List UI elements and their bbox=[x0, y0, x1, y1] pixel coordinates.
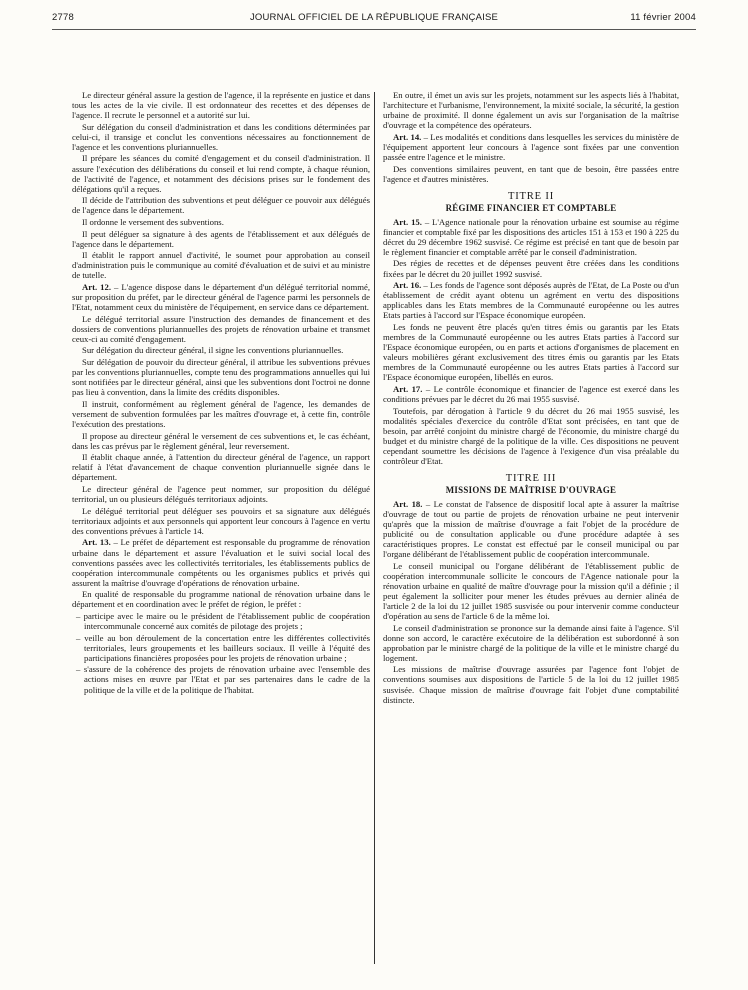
paragraph: Il instruit, conformément au règlement général de l'agence, les demandes de versement de subvention formulées par les maîtres d'ouvrage et, à cette fin, contrôle l'exécution des prestations. bbox=[72, 398, 370, 429]
article-label: Art. 12. bbox=[82, 282, 112, 292]
article-13: Art. 13. – Le préfet de département est responsable du programme de rénovation urbaine dans le département et assure l'évaluation et le suivi social local des conventions passées avec les collectivités territoriales, les établissements publics de coopération intercommunale compétents ou les organismes publics et privés qui assurent la maîtrise d'ouvrage d'opérations de rénovation urbaine. bbox=[72, 537, 371, 588]
list-item: – s'assure de la cohérence des projets de rénovation urbaine avec l'ensemble des actions mises en œuvre par l'Etat et par ses partenaires dans le cadre de la politique de la ville et de la politique de l'habitat. bbox=[76, 664, 370, 695]
paragraph: En outre, il émet un avis sur les projets, notamment sur les aspects liés à l'habitat, l'architecture et l'urbanisme, l'environnement, la mixité sociale, la sécurité, la gestion urbaine de proximité. Il donne également un avis sur l'organisation de la maîtrise d'ouvrage et la compétence des opérateurs. bbox=[383, 90, 679, 131]
paragraph: Il peut déléguer sa signature à des agents de l'établissement et aux délégués de l'agence dans le département. bbox=[72, 228, 370, 249]
article-label: Art. 18. bbox=[393, 498, 423, 509]
title-subheading: RÉGIME FINANCIER ET COMPTABLE bbox=[445, 202, 617, 213]
page-number: 2778 bbox=[52, 12, 74, 23]
article-15: Art. 15. – L'Agence nationale pour la rénovation urbaine est soumise au régime financier et comptable fixé par les dispositions des articles 151 à 153 et 190 à 225 du décret du 29 décembre 1962 susvisé. Ce régime est précisé en tant que de besoin par le règlement financier et comptable arrêté par le conseil d'administration. bbox=[383, 216, 679, 257]
paragraph: Le délégué territorial peut déléguer ses pouvoirs et sa signature aux délégués territoriaux adjoints et aux personnels qui apportent leur concours à l'agence en vertu des conventions prévues à l'article 14. bbox=[72, 505, 370, 536]
article-label: Art. 13. bbox=[82, 537, 111, 548]
paragraph: Les fonds ne peuvent être placés qu'en titres émis ou garantis par les Etats membres de la Communauté européenne ou les autres Etats parties à l'accord sur l'Espace économique européen, ou en parts et actions d'organismes de placement en valeurs mobilières gérant exclusivement des titres émis ou garantis par les Etats membres de la Communauté européenne ou les autres Etats parties à l'accord sur l'Espace économique européen, libellés en euros. bbox=[383, 321, 679, 383]
paragraph: Sur délégation du directeur général, il signe les conventions pluriannuelles. bbox=[82, 345, 344, 356]
paragraph: Le conseil municipal ou l'organe délibérant de l'établissement public de coopération intercommunale sollicite le concours de l'Agence nationale pour la rénovation urbaine en qualité de maître d'ouvrage pour la mission qu'il a définie ; il peut également la solliciter pour mener les études prévues au dernier alinéa de l'article 2 de la loi du 12 juillet 1985 susvisée ou pour intervenir comme conducteur d'opération au sens de l'article 6 de la même loi. bbox=[383, 560, 679, 621]
paragraph: Le directeur général assure la gestion de l'agence, il la représente en justice et dans tous les actes de la vie civile. Il est ordonnateur des recettes et des dépenses de l'agence. Il recrute le personnel et a autorité sur lui. bbox=[72, 90, 370, 121]
paragraph: Il établit le rapport annuel d'activité, le soumet pour approbation au conseil d'administration puis le communique au comité d'évaluation et de suivi et au ministre de tutelle. bbox=[72, 250, 370, 281]
article-label: Art. 15. bbox=[393, 216, 422, 227]
article-text: Le préfet de département est responsable du programme de rénovation urbaine dans le département et assure l'évaluation et le suivi social local des conventions passées avec les collectivités territoriales, les établissements publics de coopération intercommunale compétents ou les organismes publics et privés qui assurent la maîtrise d'ouvrage d'opérations de rénovation urbaine. bbox=[72, 537, 371, 588]
article-14: Art. 14. – Les modalités et conditions dans lesquelles les services du ministère de l'équipement apportent leur concours à l'agence sont fixées par une convention passée entre l'agence et le ministre. bbox=[383, 131, 679, 162]
article-17: Art. 17. – Le contrôle économique et financier de l'agence est exercé dans les conditions prévues par le décret du 26 mai 1955 susvisé. bbox=[383, 383, 679, 404]
article-label: Art. 14. bbox=[393, 131, 422, 142]
header-rule bbox=[52, 29, 696, 30]
left-column bbox=[72, 90, 370, 696]
column-divider bbox=[374, 92, 375, 964]
paragraph: Les missions de maîtrise d'ouvrage assurées par l'agence font l'objet de conventions soumises aux dispositions de l'article 5 de la loi du 12 juillet 1985 susvisée. Chaque mission de maîtrise d'ouvrage fait l'objet d'une comptabilité distincte. bbox=[383, 664, 679, 705]
paragraph: En qualité de responsable du programme national de rénovation urbaine dans le département et en coordination avec le préfet de région, le préfet : bbox=[72, 589, 370, 610]
article-text: Le constat de l'absence de dispositif local apte à assurer la maîtrise d'ouvrage de tout ou partie de projets de rénovation urbaine ne peut intervenir qu'après que la mission de maîtrise d'ouvrage a fait l'objet de la procédure de publicité ou de consultation applicable ou d'une procédure adaptée à ses caractéristiques propres. Le constat est effectué par le conseil municipal ou par l'organe délibérant de l'établissement public de coopération intercommunale. bbox=[383, 498, 679, 560]
list-item: – participe avec le maire ou le président de l'établissement public de coopération intercommunale concerné aux comités de pilotage des projets ; bbox=[76, 610, 370, 632]
article-text: Les fonds de l'agence sont déposés auprès de l'Etat, de La Poste ou d'un établissement de crédit ayant obtenu un agrément en vertu des dispositions applicables dans les Etats membres de la Communauté européenne ou les autres Etats parties à l'accord sur l'Espace économique européen. bbox=[383, 280, 679, 321]
journal-title: JOURNAL OFFICIEL DE LA RÉPUBLIQUE FRANÇAISE bbox=[249, 12, 499, 23]
title-heading: TITRE III bbox=[505, 472, 557, 484]
paragraph: Des conventions similaires peuvent, en tant que de besoin, être passées entre l'agence et d'autres ministères. bbox=[383, 163, 679, 184]
paragraph: Il établit chaque année, à l'attention du directeur général de l'agence, un rapport relatif à l'état d'avancement de chaque convention pluriannuelle signée dans le département. bbox=[72, 452, 370, 483]
title-subheading: MISSIONS DE MAÎTRISE D'OUVRAGE bbox=[445, 484, 617, 495]
page-header bbox=[52, 12, 696, 30]
article-12: Art. 12. – L'agence dispose dans le département d'un délégué territorial nommé, sur proposition du préfet, par le directeur général de l'agence parmi les personnels de l'Etat, notamment ceux du ministère de l'équipement, en service dans ce département. bbox=[72, 282, 371, 313]
article-text: L'Agence nationale pour la rénovation urbaine est soumise au régime financier et comptable fixé par les dispositions des articles 151 à 153 et 190 à 225 du décret du 29 décembre 1962 susvisé. Ce régime est précisé en tant que de besoin par le règlement financier et comptable arrêté par le conseil d'administration. bbox=[383, 216, 679, 257]
article-text: L'agence dispose dans le département d'un délégué territorial nommé, sur proposition du préfet, par le directeur général de l'agence parmi les personnels de l'Etat, notamment ceux du ministère de l'équipement, en service dans ce département. bbox=[72, 282, 371, 313]
article-label: Art. 16. bbox=[393, 280, 422, 291]
article-text: Le contrôle économique et financier de l'agence est exercé dans les conditions prévues par le décret du 26 mai 1955 susvisé. bbox=[383, 383, 679, 404]
paragraph: Sur délégation de pouvoir du directeur général, il attribue les subventions prévues par les conventions pluriannuelles, compte tenu des programmations annuelles qui lui sont notifiées par le directeur général, ainsi que les subventions dont l'octroi ne donne pas lieu à convention, dans la limite des crédits disponibles. bbox=[72, 357, 370, 398]
article-text: Les modalités et conditions dans lesquelles les services du ministère de l'équipement apportent leur concours à l'agence sont fixées par une convention passée entre l'agence et le ministre. bbox=[383, 131, 679, 162]
publication-date: 11 février 2004 bbox=[630, 12, 696, 23]
title-heading: TITRE II bbox=[507, 190, 555, 202]
paragraph: Le conseil d'administration se prononce sur la demande ainsi faite à l'agence. S'il donne son accord, le caractère exécutoire de la délibération est subordonné à son approbation par le ministre chargé de la politique de la ville et le ministre chargé du logement. bbox=[383, 622, 679, 663]
paragraph: Le délégué territorial assure l'instruction des demandes de financement et des dossiers de conventions pluriannuelles des projets de rénovation urbaine et transmet ceux-ci au comité d'engagement. bbox=[72, 313, 370, 344]
paragraph: Des régies de recettes et de dépenses peuvent être créées dans les conditions fixées par le décret du 20 juillet 1992 susvisé. bbox=[383, 258, 679, 279]
article-18: Art. 18. – Le constat de l'absence de dispositif local apte à assurer la maîtrise d'ouvrage de tout ou partie de projets de rénovation urbaine ne peut intervenir qu'après que la mission de maîtrise d'ouvrage a fait l'objet de la procédure de publicité ou de consultation applicable ou d'une procédure adaptée à ses caractéristiques propres. Le constat est effectué par le conseil municipal ou par l'organe délibérant de l'établissement public de coopération intercommunale. bbox=[383, 498, 679, 560]
article-16: Art. 16. – Les fonds de l'agence sont déposés auprès de l'Etat, de La Poste ou d'un établissement de crédit ayant obtenu un agrément en vertu des dispositions applicables dans les Etats membres de la Communauté européenne ou les autres Etats parties à l'accord sur l'Espace économique européen. bbox=[383, 280, 679, 321]
paragraph: Il prépare les séances du comité d'engagement et du conseil d'administration. Il assure l'exécution des délibérations du conseil et lui rend compte, à chaque réunion, de l'activité de l'agence, et notamment des décisions prises sur le fondement des délégations qu'il a reçues. bbox=[72, 153, 370, 194]
paragraph: Il ordonne le versement des subventions. bbox=[82, 216, 224, 227]
article-label: Art. 17. bbox=[393, 383, 423, 394]
paragraph: Il propose au directeur général le versement de ces subventions et, le cas échéant, dans les cas prévus par le règlement général, leur reversement. bbox=[72, 430, 370, 451]
list-item: – veille au bon déroulement de la concertation entre les différentes collectivités territoriales, leurs groupements et les bailleurs sociaux. Il veille à l'équité des participations financières proposées pour les projets de rénovation urbaine ; bbox=[76, 632, 370, 663]
paragraph: Toutefois, par dérogation à l'article 9 du décret du 26 mai 1955 susvisé, les modalités spéciales d'exercice du contrôle d'Etat sont précisées, en tant que de besoin, par arrêté conjoint du ministre chargé de l'économie, du ministre chargé du budget et du ministre chargé de la politique de la ville. Ces dispositions ne peuvent cependant soumettre les décisions de l'agence à l'exigence d'un visa préalable du contrôleur d'Etat. bbox=[383, 405, 679, 466]
paragraph: Il décide de l'attribution des subventions et peut déléguer ce pouvoir aux délégués de l'agence dans le département. bbox=[72, 195, 370, 216]
paragraph: Sur délégation du conseil d'administration et dans les conditions déterminées par celui-ci, il transige et conclut les conventions nécessaires au fonctionnement de l'agence et les conventions pluriannuelles. bbox=[72, 121, 370, 152]
right-column bbox=[383, 90, 679, 706]
paragraph: Le directeur général de l'agence peut nommer, sur proposition du délégué territorial, un ou plusieurs délégués territoriaux adjoints. bbox=[72, 484, 370, 505]
